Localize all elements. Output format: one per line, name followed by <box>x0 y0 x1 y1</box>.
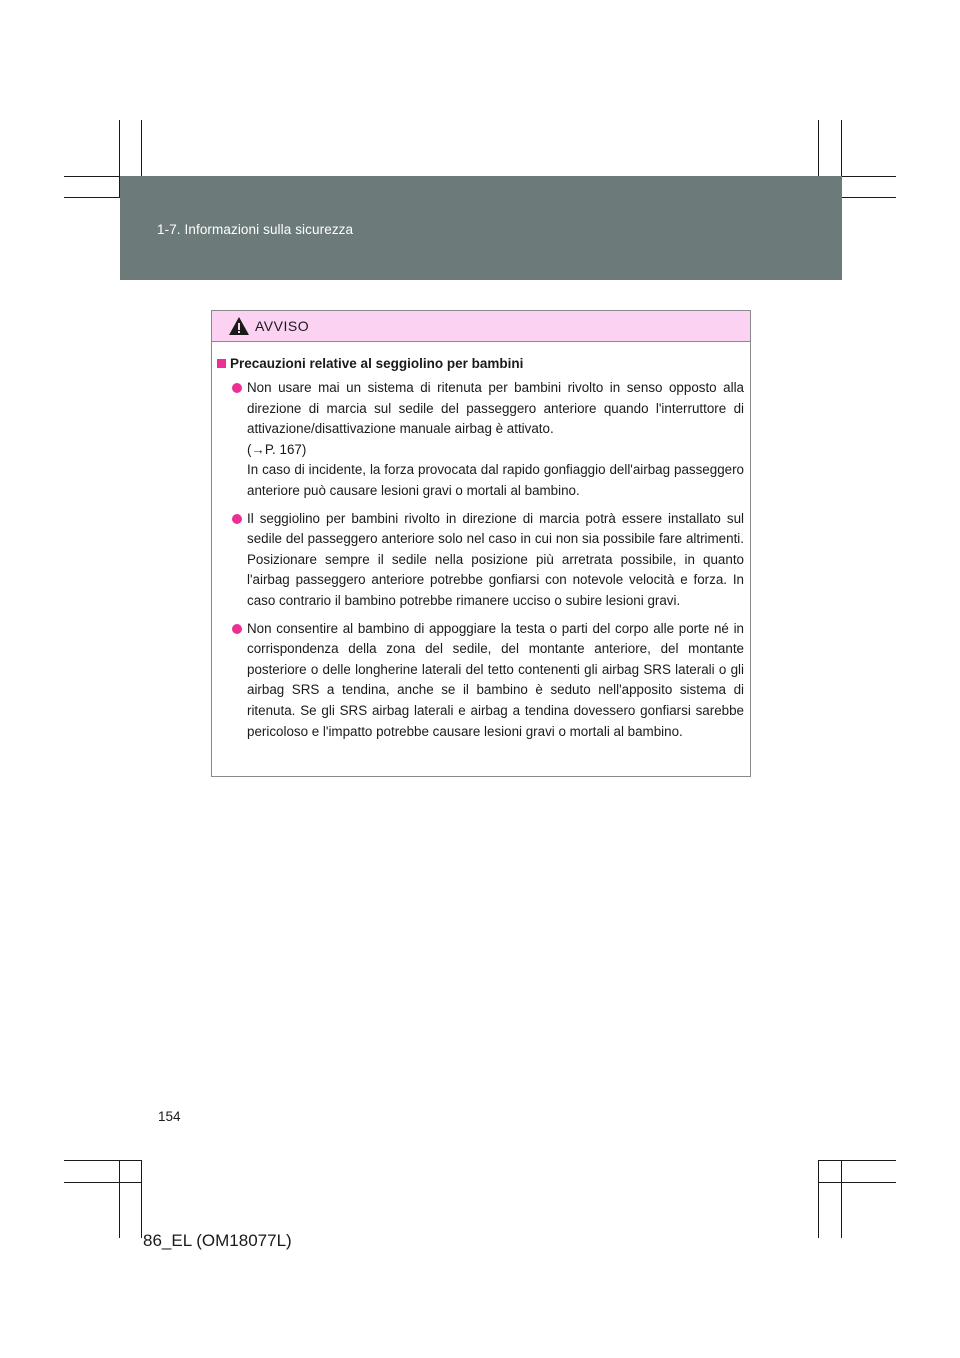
page-number: 154 <box>158 1109 181 1124</box>
warning-box <box>211 310 751 777</box>
list-item <box>217 378 744 502</box>
list-item-text: Non usare mai un sistema di ritenuta per bambini rivolto in senso opposto alla direzione di marcia sul sedile del passeggero anteriore quando l'interruttore di attivazione/disattivazione manuale airbag è attivato. <box>247 380 744 437</box>
section-title: 1-7. Informazioni sulla sicurezza <box>157 222 354 237</box>
list-item-text: In caso di incidente, la forza provocata dal rapido gonfiaggio dell'airbag passeggero anteriore può causare lesioni gravi o mortali al bambino. <box>247 462 744 498</box>
crop-mark <box>818 1160 819 1238</box>
bullet-dot-icon <box>232 514 242 524</box>
crop-mark <box>119 1160 120 1238</box>
square-bullet-icon <box>217 359 226 368</box>
warning-body <box>212 342 750 742</box>
warning-subheading <box>217 354 744 374</box>
list-item <box>217 509 744 612</box>
crop-mark <box>841 1160 842 1238</box>
crop-mark <box>818 1160 896 1161</box>
bullet-dot-icon <box>232 383 242 393</box>
warning-subheading-text: Precauzioni relative al seggiolino per bambini <box>230 356 524 371</box>
list-item <box>217 619 744 743</box>
crop-mark <box>818 1182 896 1183</box>
crop-mark <box>64 1160 142 1161</box>
list-item-text: Non consentire al bambino di appoggiare la testa o parti del corpo alle porte né in corrispondenza della zona del sedile, del montante anteriore, del montante posteriore o delle longherine laterali del tetto contenenti gli airbag SRS laterali o gli airbag SRS a tendina, anche se il bambino è seduto nell'apposito sistema di ritenuta. Se gli SRS airbag laterali e airbag a tendina dovessero gonfiarsi sarebbe pericoloso e l'impatto potrebbe causare lesioni gravi o mortali al bambino. <box>247 620 744 739</box>
page-reference: (→P. 167) <box>247 441 307 457</box>
warning-header <box>212 311 750 342</box>
warning-title: AVVISO <box>255 318 310 334</box>
list-item-text: Il seggiolino per bambini rivolto in direzione di marcia potrà essere installato sul sedile del passeggero anteriore solo nel caso in cui non sia possibile fare altrimenti. Posizionare sempre il sedile nella posizione più arretrata possibile, in quanto l'airbag passeggero anteriore potrebbe gonfiarsi con notevole velocità e forza. In caso contrario il bambino potrebbe rimanere ucciso o subire lesioni gravi. <box>247 510 744 608</box>
warning-triangle-icon <box>228 316 250 336</box>
crop-mark <box>64 1182 142 1183</box>
crop-mark <box>141 1160 142 1238</box>
document-code: 86_EL (OM18077L) <box>143 1231 292 1250</box>
bullet-dot-icon <box>232 624 242 634</box>
